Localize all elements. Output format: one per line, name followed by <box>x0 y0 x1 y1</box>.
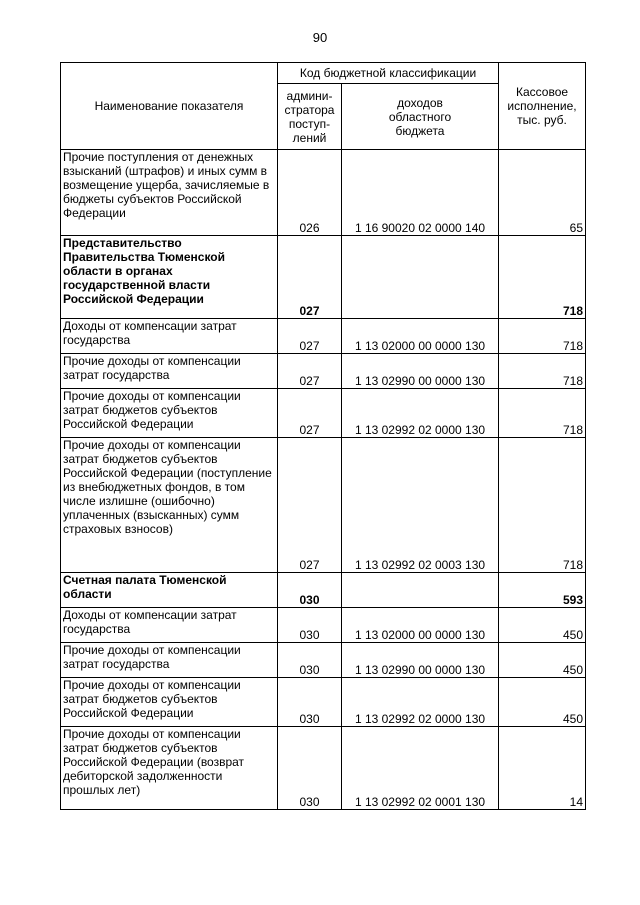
row-admin-code: 030 <box>278 608 342 643</box>
row-admin-code: 027 <box>278 389 342 438</box>
table-row <box>61 236 586 319</box>
row-admin-code: 030 <box>278 678 342 727</box>
row-amount: 718 <box>499 354 586 389</box>
row-amount: 718 <box>499 236 586 319</box>
budget-table <box>60 62 586 810</box>
header-amount: Кассовое исполнение, тыс. руб. <box>499 63 586 150</box>
row-name: Прочие поступления от денежных взысканий (штрафов) и иных сумм в возмещение ущерба, зачисляемые в бюджеты субъектов Российской Федерации <box>61 150 278 236</box>
table-row <box>61 608 586 643</box>
row-admin-code: 026 <box>278 150 342 236</box>
row-amount: 718 <box>499 319 586 354</box>
row-admin-code: 030 <box>278 643 342 678</box>
row-name: Прочие доходы от компенсации затрат государства <box>61 643 278 678</box>
row-name: Прочие доходы от компенсации затрат государства <box>61 354 278 389</box>
row-name: Прочие доходы от компенсации затрат бюджетов субъектов Российской Федерации <box>61 389 278 438</box>
row-income-code <box>342 236 499 319</box>
row-income-code: 1 13 02992 02 0000 130 <box>342 678 499 727</box>
table-row <box>61 354 586 389</box>
table-header <box>61 63 586 150</box>
table-row <box>61 678 586 727</box>
row-amount: 14 <box>499 727 586 810</box>
page-number: 90 <box>312 30 328 45</box>
row-name: Счетная палата Тюменской области <box>61 573 278 608</box>
row-income-code: 1 13 02990 00 0000 130 <box>342 354 499 389</box>
row-admin-code: 027 <box>278 319 342 354</box>
row-income-code: 1 13 02000 00 0000 130 <box>342 608 499 643</box>
table-row <box>61 319 586 354</box>
row-income-code: 1 16 90020 02 0000 140 <box>342 150 499 236</box>
header-income: доходов областного бюджета <box>342 84 499 150</box>
row-amount: 450 <box>499 608 586 643</box>
row-name: Прочие доходы от компенсации затрат бюджетов субъектов Российской Федерации (поступление из внебюджетных фондов, в том числе излишне (ошибочно) уплаченных (взысканных) сумм страховых взносов) <box>61 438 278 573</box>
row-amount: 718 <box>499 389 586 438</box>
table-row <box>61 389 586 438</box>
row-admin-code: 030 <box>278 573 342 608</box>
header-code-group: Код бюджетной классификации <box>278 63 499 84</box>
row-admin-code: 027 <box>278 236 342 319</box>
header-admin: админи- стратора поступ- лений <box>278 84 342 150</box>
row-income-code: 1 13 02992 02 0000 130 <box>342 389 499 438</box>
row-amount: 718 <box>499 438 586 573</box>
row-name: Представительство Правительства Тюменской области в органах государственной власти Российской Федерации <box>61 236 278 319</box>
table-row <box>61 643 586 678</box>
table-row <box>61 150 586 236</box>
row-admin-code: 027 <box>278 354 342 389</box>
header-name: Наименование показателя <box>61 63 278 150</box>
row-income-code: 1 13 02000 00 0000 130 <box>342 319 499 354</box>
row-name: Доходы от компенсации затрат государства <box>61 608 278 643</box>
row-name: Доходы от компенсации затрат государства <box>61 319 278 354</box>
row-name: Прочие доходы от компенсации затрат бюджетов субъектов Российской Федерации (возврат дебиторской задолженности прошлых лет) <box>61 727 278 810</box>
table-body <box>61 150 586 810</box>
row-amount: 450 <box>499 678 586 727</box>
table-row <box>61 438 586 573</box>
row-income-code: 1 13 02992 02 0003 130 <box>342 438 499 573</box>
row-amount: 593 <box>499 573 586 608</box>
table-row <box>61 573 586 608</box>
row-name: Прочие доходы от компенсации затрат бюджетов субъектов Российской Федерации <box>61 678 278 727</box>
row-income-code: 1 13 02992 02 0001 130 <box>342 727 499 810</box>
table-row <box>61 727 586 810</box>
row-admin-code: 030 <box>278 727 342 810</box>
row-income-code: 1 13 02990 00 0000 130 <box>342 643 499 678</box>
row-admin-code: 027 <box>278 438 342 573</box>
row-amount: 65 <box>499 150 586 236</box>
row-income-code <box>342 573 499 608</box>
row-amount: 450 <box>499 643 586 678</box>
